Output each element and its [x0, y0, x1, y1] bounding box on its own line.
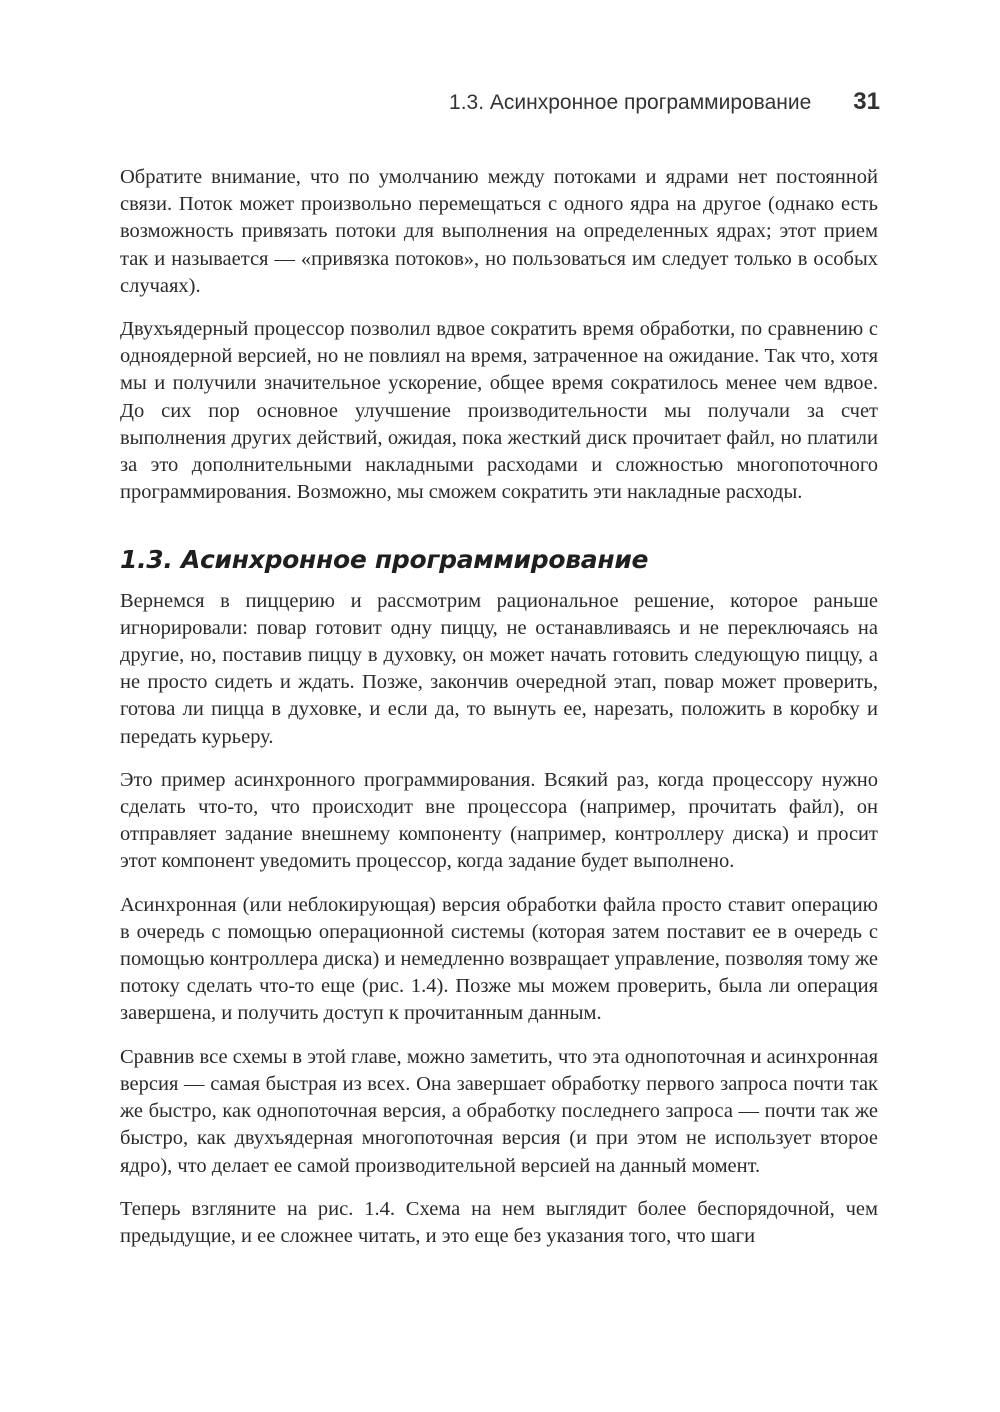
paragraph: Асинхронная (или неблокирующая) версия обработки файла просто ставит операцию в очередь с помощью операционной системы (которая затем поставит ее в очередь с помощью контроллера диска) и немедленно возвращает управление, позволяя тому же потоку сделать что-то еще (рис. 1.4). Позже мы можем проверить, была ли операция завершена, и получить доступ к прочитанным данным.: [120, 893, 878, 1025]
section-heading: 1.3. Асинхронное программирование: [120, 545, 649, 575]
paragraph: Обратите внимание, что по умолчанию между потоками и ядрами нет постоянной связи. Поток может произвольно перемещаться с одного ядра на другое (однако есть возможность привязать потоки для выполнения на определенных ядрах; этот прием так и называется — «привязка потоков», но пользоваться им следует только в особых случаях).: [120, 166, 878, 297]
paragraph: Теперь взгляните на рис. 1.4. Схема на нем выглядит более беспорядочной, чем предыдущие, и ее сложнее читать, и это еще без указания того, что шаги: [120, 1197, 878, 1247]
body-text: [120, 164, 878, 1266]
paragraph: Вернемся в пиццерию и рассмотрим рациональное решение, которое раньше игнорировали: повар готовит одну пиццу, не останавливаясь и не переключаясь на другие, но, поставив пиццу в духовку, он может начать готовить следующую пиццу, а не просто сидеть и ждать. Позже, закончив очередной этап, повар может проверить, готова ли пицца в духовке, и если да, то вынуть ее, нарезать, положить в коробку и передать курьеру.: [120, 589, 878, 748]
paragraph: Сравнив все схемы в этой главе, можно заметить, что эта однопоточная и асинхронная версия — самая быстрая из всех. Она завершает обработку первого запроса почти так же быстро, как однопоточная версия, а обработку последнего запроса — почти так же быстро, как двухъядерная многопоточная версия (и при этом не использует второе ядро), что делает ее самой производительной версией на данный момент.: [120, 1045, 878, 1177]
page-number: 31: [853, 88, 880, 115]
running-title: 1.3. Асинхронное программирование: [449, 91, 812, 114]
running-header: [120, 88, 880, 124]
paragraph: Двухъядерный процессор позволил вдвое сократить время обработки, по сравнению с одноядерной версией, но не повлиял на время, затраченное на ожидание. Так что, хотя мы и получили значительное ускорение, общее время сократилось менее чем вдвое. До сих пор основное улучшение производительности мы получали за счет выполнения других действий, ожидая, пока жесткий диск прочитает файл, но платили за это дополнительными накладными расходами и сложностью многопоточного программирования. Возможно, мы сможем сократить эти накладные расходы.: [120, 318, 878, 504]
paragraph: Это пример асинхронного программирования. Всякий раз, когда процессору нужно сделать что-то, что происходит вне процессора (например, прочитать файл), он отправляет задание внешнему компоненту (например, контроллеру диска) и просит этот компонент уведомить процессор, когда задание будет выполнено.: [120, 768, 878, 873]
